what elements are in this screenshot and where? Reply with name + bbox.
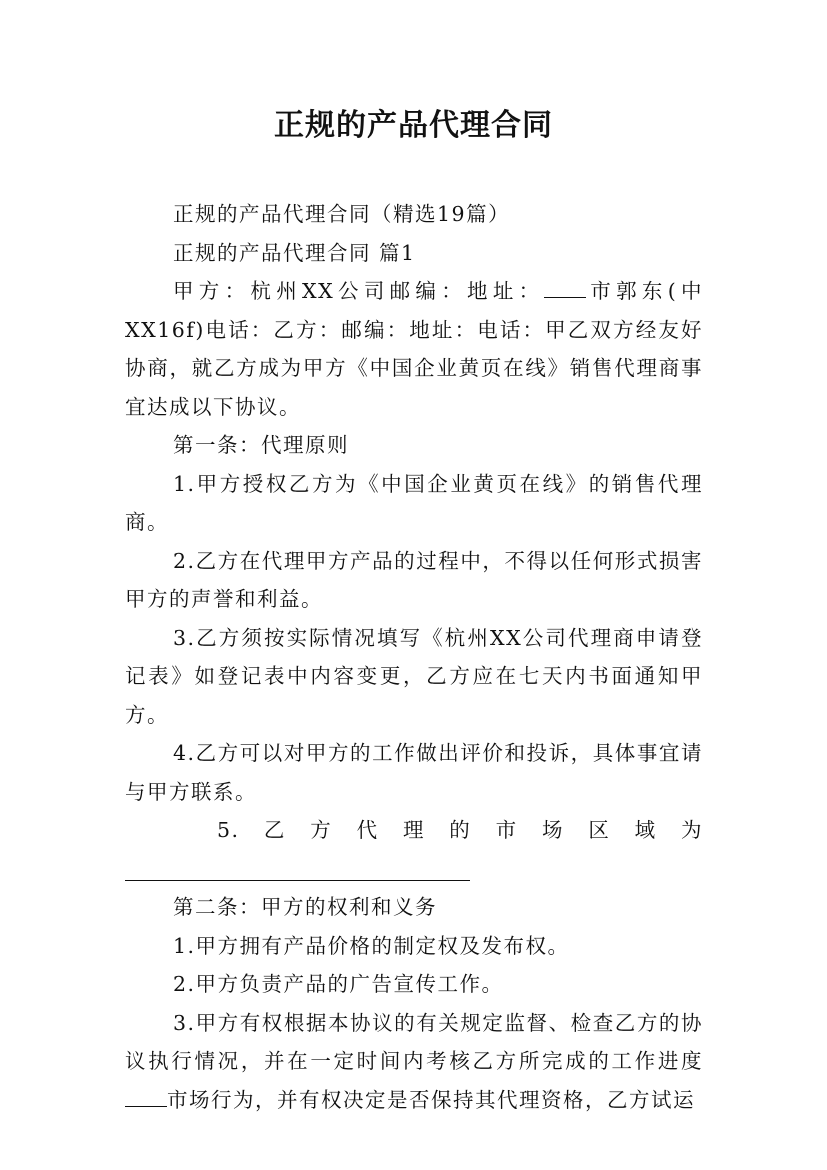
article-2-item-3	[125, 1004, 703, 1120]
article-2-item-3-text: 3.甲方有权根据本协议的有关规定监督、检查乙方的协议执行情况，并在一定时间内考核乙方所完成的工作进度	[125, 1010, 703, 1073]
market-area-line	[125, 850, 703, 889]
parties-paragraph	[125, 272, 703, 426]
item-5-char: 域	[634, 818, 657, 842]
item-5-char: 理	[402, 818, 425, 842]
article-2-heading: 第二条：甲方的权利和义务	[173, 895, 437, 919]
article-1-item-5	[125, 811, 703, 850]
item-5-char: 5.	[217, 818, 240, 842]
article-1-item-3: 3.乙方须按实际情况填写《杭州XX公司代理商申请登记表》如登记表中内容变更，乙方应在七天内书面通知甲方。	[125, 625, 703, 727]
parties-part-b: 市郭东(中XX16f)电话：乙方：邮编：地址：电话：甲乙双方经友好协商，就乙方成为甲方《中国企业黄页在线》销售代理商事宜达成以下协议。	[125, 279, 703, 419]
progress-blank	[125, 1082, 167, 1107]
document-subtitle: 正规的产品代理合同（精选19篇）	[173, 202, 511, 226]
item-5-char: 的	[449, 818, 472, 842]
item-5-char: 代	[356, 818, 379, 842]
item-5-char: 乙	[263, 818, 286, 842]
item-5-char: 为	[681, 818, 703, 842]
parties-part-a: 甲方：杭州XX公司邮编：地址：	[173, 279, 545, 303]
address-blank	[544, 273, 586, 298]
item-5-char: 场	[541, 818, 564, 842]
document-title: 正规的产品代理合同	[274, 108, 553, 143]
item-5-char: 市	[495, 818, 518, 842]
item-5-char: 区	[588, 818, 611, 842]
article-1-heading: 第一条：代理原则	[173, 433, 349, 457]
market-area-blank	[125, 856, 470, 881]
document-body	[125, 195, 703, 1119]
item-5-char: 方	[310, 818, 333, 842]
article-1-item-1: 1.甲方授权乙方为《中国企业黄页在线》的销售代理商。	[125, 471, 703, 534]
article-2-item-2: 2.甲方负责产品的广告宣传工作。	[173, 972, 504, 996]
article-1-item-2: 2.乙方在代理甲方产品的过程中，不得以任何形式损害甲方的声誉和利益。	[125, 548, 703, 611]
article-2-item-3-continued: 市场行为，并有权决定是否保持其代理资格，乙方试运	[167, 1087, 695, 1112]
piece-heading: 正规的产品代理合同 篇1	[173, 240, 416, 265]
article-1-item-4: 4.乙方可以对甲方的工作做出评价和投诉，具体事宜请与甲方联系。	[125, 741, 703, 804]
article-2-item-1: 1.甲方拥有产品价格的制定权及发布权。	[173, 933, 570, 958]
